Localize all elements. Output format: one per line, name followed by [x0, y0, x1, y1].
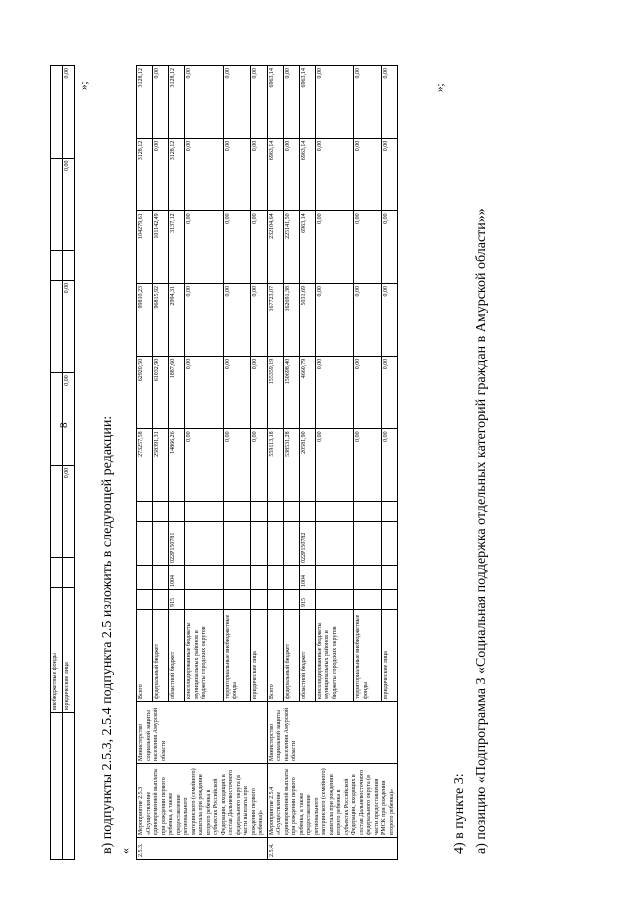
vr-code	[185, 502, 224, 522]
vr-code	[381, 502, 397, 522]
csr-code: 022P150781	[169, 522, 185, 566]
funding-source: федеральный бюджет	[153, 610, 169, 702]
amount-cell: 99810,23	[137, 284, 153, 357]
closing-quote-bottom: »;	[434, 83, 446, 92]
table-row	[51, 66, 63, 860]
funding-source: областной бюджет	[299, 610, 315, 702]
vr-code	[299, 502, 315, 522]
amount-cell: 3128,12	[137, 66, 153, 139]
rzpr-code	[354, 566, 381, 590]
amount-cell: 5031,69	[299, 284, 315, 357]
amount-cell: 6963,14	[267, 66, 283, 139]
top-table-fragment	[50, 65, 75, 860]
amount-cell: 0,00	[315, 211, 354, 284]
row-label: внебюджетные фонды	[51, 588, 63, 713]
amount-cell: 0,00	[315, 284, 354, 357]
section-heading: в) подпункты 2.5.3, 2.5.4 подпункта 2.5 изложить в следующей редакции:	[100, 415, 115, 854]
funding-source: консолидированные бюджеты муниципальных районов и бюджеты городских округов	[315, 610, 354, 702]
vr-code	[354, 502, 381, 522]
funding-source: юридические лица	[381, 610, 397, 702]
amount-cell: 0,00	[354, 66, 381, 139]
amount-cell: 559113,18	[267, 429, 283, 502]
rzpr-code	[381, 566, 397, 590]
amount-cell: 0,00	[223, 284, 250, 357]
table-row	[137, 66, 153, 860]
measure-number: 2.5.3.	[137, 838, 268, 860]
amount-cell: 538531,28	[283, 429, 299, 502]
rzpr-code	[283, 566, 299, 590]
table-row	[267, 66, 283, 860]
amount-cell: 0,00	[283, 138, 299, 211]
measure-title: Мероприятие 2.5.4 «Осуществление единовременной выплаты при рождении первого ребенка, а также предоставление регионального материнского (семейного) капитала при рождении второго ребенка в субъектах Российской Федерации, входящих в состав Дальневосточного федерального округа (в части предоставления РМСК при рождении второго ребенка)»	[267, 764, 398, 838]
amount-cell: 1887,60	[169, 356, 185, 429]
amount-cell: 0,00	[381, 138, 397, 211]
amount-cell: 0,00	[185, 66, 224, 139]
rzpr-code	[267, 566, 283, 590]
amount-cell: 14866,26	[169, 429, 185, 502]
amount-cell: 0,00	[185, 429, 224, 502]
grbs-code	[354, 590, 381, 610]
amount-cell: 104279,61	[137, 211, 153, 284]
grbs-code: 915	[299, 590, 315, 610]
vr-code	[267, 502, 283, 522]
amount-cell: 0,00	[315, 66, 354, 139]
amount-cell: 0,00	[153, 66, 169, 139]
rzpr-code	[153, 566, 169, 590]
amount-cell: 225141,50	[283, 211, 299, 284]
table-row: юридические лица 0,00 0,00 0,00 0,00 0,00	[63, 66, 75, 860]
vr-code	[153, 502, 169, 522]
funding-source: Всего	[137, 610, 153, 702]
amount-cell: 0,00	[223, 211, 250, 284]
csr-code: 022P150782	[299, 522, 315, 566]
grbs-code	[153, 590, 169, 610]
rotated-page-content	[50, 60, 610, 860]
amount-cell: 155359,19	[267, 356, 283, 429]
vr-code	[251, 502, 267, 522]
vr-code	[223, 502, 250, 522]
csr-code	[267, 522, 283, 566]
amount-cell: 0,00	[251, 138, 267, 211]
amount-cell: 0,00	[354, 356, 381, 429]
amount-cell: 0,00	[354, 138, 381, 211]
csr-code	[283, 522, 299, 566]
amount-cell: 3128,12	[169, 138, 185, 211]
csr-code	[381, 522, 397, 566]
measure-number: 2.5.4.	[267, 838, 398, 860]
amount-cell: 0,00	[381, 211, 397, 284]
grbs-code: 915	[169, 590, 185, 610]
amount-cell: 4660,79	[299, 356, 315, 429]
amount-cell: 0,00	[381, 429, 397, 502]
csr-code	[354, 522, 381, 566]
grbs-code	[223, 590, 250, 610]
vr-code	[315, 502, 354, 522]
page-number: 8	[58, 422, 70, 428]
point-4-text: 4) в пункте 3:	[452, 773, 467, 854]
amount-cell: 0,00	[381, 356, 397, 429]
vr-code	[169, 502, 185, 522]
rzpr-code	[137, 566, 153, 590]
amount-cell: 0,00	[185, 356, 224, 429]
funding-source: территориальные внебюджетные фонды	[354, 610, 381, 702]
amount-cell: 273257,58	[137, 429, 153, 502]
grbs-code	[315, 590, 354, 610]
amount-cell: 0,00	[223, 138, 250, 211]
rzpr-code	[185, 566, 224, 590]
amount-cell: 20581,90	[299, 429, 315, 502]
rzpr-code	[251, 566, 267, 590]
vr-code	[137, 502, 153, 522]
funding-source: областной бюджет	[169, 610, 185, 702]
funding-source: Всего	[267, 610, 283, 702]
amount-cell: 6963,14	[299, 138, 315, 211]
measure-title: Мероприятие 2.5.3 «Осуществление единовременной выплаты при рождении первого ребенка, а также предоставление регионального материнского (семейного) капитала при рождении второго ребенка в субъектах Российской Федерации, входящих в состав Дальневосточного федерального округа (в части выплаты при рождении первого ребенка)»	[137, 764, 268, 838]
amount-cell: 0,00	[381, 66, 397, 139]
amount-cell: 0,00	[251, 211, 267, 284]
amount-cell: 162691,38	[283, 284, 299, 357]
amount-cell: 0,00	[223, 356, 250, 429]
amount-cell: 0,00	[354, 429, 381, 502]
csr-code	[315, 522, 354, 566]
amount-cell: 0,00	[354, 284, 381, 357]
executor-cell: Министерство социальной защиты населения Амурской области	[267, 702, 398, 764]
amount-cell: 0,00	[315, 429, 354, 502]
amount-cell: 0,00	[315, 356, 354, 429]
grbs-code	[381, 590, 397, 610]
amount-cell: 0,00	[223, 429, 250, 502]
amount-cell: 3137,12	[169, 211, 185, 284]
amount-cell: 6963,14	[299, 211, 315, 284]
budget-table	[136, 65, 398, 860]
amount-cell: 0,00	[283, 66, 299, 139]
csr-code	[137, 522, 153, 566]
csr-code	[153, 522, 169, 566]
amount-cell: 0,00	[153, 138, 169, 211]
grbs-code	[185, 590, 224, 610]
amount-cell: 167723,07	[267, 284, 283, 357]
amount-cell: 3128,12	[137, 138, 153, 211]
vr-code	[283, 502, 299, 522]
amount-cell: 101142,49	[153, 211, 169, 284]
amount-cell: 0,00	[223, 66, 250, 139]
amount-cell: 0,00	[185, 211, 224, 284]
point-a-text: а) позицию «Подпрограмма 3 «Социальная поддержка отдельных категорий граждан в Амурской области»»	[474, 208, 489, 854]
amount-cell: 0,00	[251, 284, 267, 357]
row-label: юридические лица	[63, 588, 75, 713]
amount-cell: 0,00	[185, 138, 224, 211]
closing-quote: »;	[78, 81, 90, 90]
csr-code	[251, 522, 267, 566]
grbs-code	[267, 590, 283, 610]
amount-cell: 258391,31	[153, 429, 169, 502]
funding-source: юридические лица	[251, 610, 267, 702]
rzpr-code: 1004	[169, 566, 185, 590]
funding-source: территориальные внебюджетные фонды	[223, 610, 250, 702]
amount-cell: 0,00	[185, 284, 224, 357]
amount-cell: 0,00	[251, 356, 267, 429]
csr-code	[223, 522, 250, 566]
funding-source: федеральный бюджет	[283, 610, 299, 702]
csr-code	[185, 522, 224, 566]
funding-source: консолидированные бюджеты муниципальных районов и бюджеты городских округов	[185, 610, 224, 702]
amount-cell: 0,00	[381, 284, 397, 357]
amount-cell: 3128,12	[169, 66, 185, 139]
amount-cell: 2994,31	[169, 284, 185, 357]
executor-cell: Министерство социальной защиты населения Амурской области	[137, 702, 268, 764]
amount-cell: 96815,92	[153, 284, 169, 357]
amount-cell: 150698,40	[283, 356, 299, 429]
amount-cell: 232104,64	[267, 211, 283, 284]
amount-cell: 0,00	[251, 66, 267, 139]
amount-cell: 61032,90	[153, 356, 169, 429]
amount-cell: 62920,50	[137, 356, 153, 429]
rzpr-code: 1004	[299, 566, 315, 590]
rzpr-code	[223, 566, 250, 590]
amount-cell: 6963,14	[299, 66, 315, 139]
rzpr-code	[315, 566, 354, 590]
amount-cell: 0,00	[251, 429, 267, 502]
grbs-code	[251, 590, 267, 610]
amount-cell: 0,00	[315, 138, 354, 211]
grbs-code	[137, 590, 153, 610]
amount-cell: 6963,14	[267, 138, 283, 211]
opening-quote: «	[118, 848, 132, 854]
grbs-code	[283, 590, 299, 610]
amount-cell: 0,00	[354, 211, 381, 284]
